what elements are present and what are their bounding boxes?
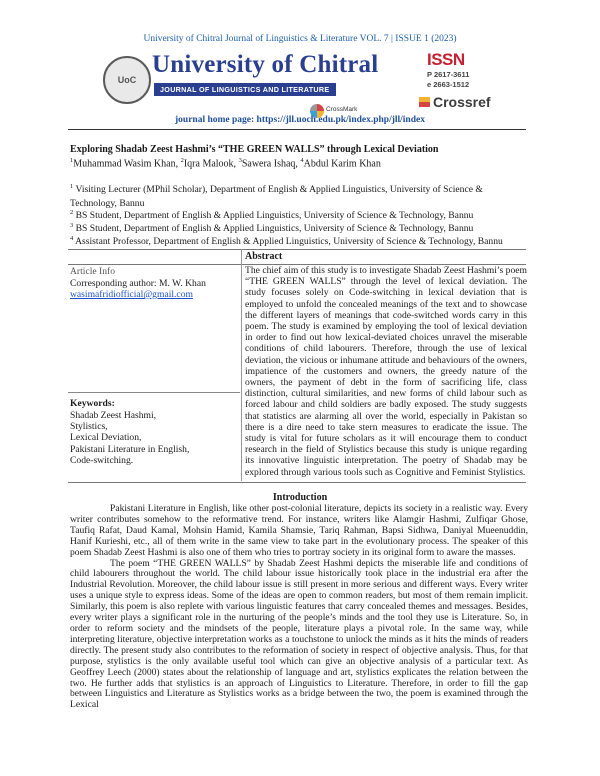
keyword-item: Lexical Deviation,: [70, 432, 142, 444]
seal-text: UoC: [117, 75, 137, 85]
abstract-heading: Abstract: [245, 251, 283, 262]
author-sup: 2: [180, 157, 184, 164]
column-divider: [241, 249, 242, 481]
abstract-body: The chief aim of this study is to investigate Shadab Zeest Hashmi’s poem “THE GREEN WALLS” through the level of lexical deviation. The study focuses solely on Code-switching in lexical deviation that is employed to unfold the concealed meanings of the text and to showcase the different layers of meanings that code-switched words carry in this poem. The study is examined by employing the tool of lexical deviation in order to find out how lexical-deviated choices unravel the miserable conditions of child labourers. Therefore, through the use of lexical deviation, the vicious or inhumane attitude and behaviours of the owners, impatience of the customers and owners, the greedy nature of the owners, the payment of debt in the form of sacrificing life, class distinction, cultural similarities, and new forms of child labour such as forced labour and child soldiers are badly exposed. The study suggests that statistics are alarming all over the world, especially in Pakistan so there is a dire need to take stern measures to eradicate the issue. The study is vital for future scholars as it will encourage them to conduct research in the field of Stylistics because this study is unique regarding its innovative linguistic interpretation. The poetry of Shadab may be explored through various tools such as Cognitive and Feminist Stylistics.: [245, 265, 527, 478]
author-name: Abdul Karim Khan: [303, 158, 381, 170]
journal-running-header: University of Chitral Journal of Linguistics & Literature VOL. 7 | ISSUE 1 (2023): [143, 34, 457, 44]
affiliation-sup: 3: [70, 222, 74, 229]
crossref-logo[interactable]: Crossref: [433, 94, 491, 110]
author-list: [70, 157, 381, 169]
affiliation-sup: 1: [70, 183, 74, 190]
university-seal-icon: [103, 56, 151, 104]
issn-logo: ISSN: [427, 50, 465, 69]
affiliation-text: Visiting Lecturer (MPhil Scholar), Department of English & Applied Linguistics, University of Science & Technology, Bannu: [70, 184, 483, 209]
header-divider: [68, 129, 526, 130]
keywords-list: [70, 410, 189, 466]
journal-homepage-link[interactable]: journal home page: https://jll.uoch.edu.pk/index.php/jll/index: [175, 115, 425, 125]
keyword-item: Pakistani Literature in English,: [70, 443, 190, 455]
affiliation-text: BS Student, Department of English & Applied Linguistics, University of Science & Technology, Bannu: [73, 210, 474, 222]
abstract-bottom-rule: [68, 482, 526, 483]
university-name: University of Chitral: [152, 51, 379, 78]
affiliation-sup: 2: [70, 209, 74, 216]
abstract-top-rule: [68, 249, 526, 250]
author-name: Iqra Malook,: [183, 158, 239, 170]
corresponding-author: Corresponding author: M. W. Khan: [70, 278, 206, 289]
issn-print: P 2617-3611: [427, 70, 470, 79]
journal-subtitle: JOURNAL OF LINGUISTICS AND LITERATURE: [154, 83, 336, 96]
author-sup: 3: [238, 157, 242, 164]
author-sup: 1: [70, 157, 74, 164]
affiliation-text: BS Student, Department of English & Applied Linguistics, University of Science & Technology, Bannu: [73, 223, 474, 235]
issn-online: e 2663-1512: [427, 80, 470, 89]
author-name: Sawera Ishaq,: [241, 158, 301, 170]
introduction-heading: Introduction: [272, 492, 328, 503]
introduction-paragraph: The poem “THE GREEN WALLS” by Shadab Zeest Hashmi depicts the miserable life and conditions of child labourers throughout the world. The child labour issue historically took place in the industrial era after the Industrial Revolution. Moreover, the child labour issue is still present in more serious and different ways. Every writer uses a unique style to express ideas. Some of the ideas are open to common readers, but most of them remain implicit. Similarly, this poem is also replete with various linguistic features that carry concealed themes and messages. Besides, every writer plays a significant role in the nurturing of the people’s minds and the tool they use is Literature. So, in order to reform society and the mindsets of the people, literature plays a pivotal role. In the same way, while interpreting literature, objective interpretation works as a touchstone to unlock the minds as it hits the minds of readers directly. The present study also contributes to the reformation of society in respect of objective analysis. Thus, for that purpose, stylistics is the only available useful tool which can give an objective analysis of a particular text. As Geoffrey Leech (2000) states about the relationship of language and art, stylistics explicates the relation between the two. He further adds that stylistics is an approach of Linguistics to Literature. Therefore, in order to fill the gap between Linguistics and Literature as Stylistics works as a bridge between the two, the poem is examined through the Lexical: [70, 557, 528, 711]
author-sup: 4: [300, 157, 304, 164]
introduction-body: [70, 504, 528, 711]
keyword-item: Shadab Zeest Hashmi,: [70, 410, 157, 421]
author-name: Muhammad Wasim Khan,: [73, 158, 181, 170]
article-info-heading: Article Info: [70, 266, 116, 277]
affiliation-4: [70, 232, 528, 249]
introduction-paragraph: Pakistani Literature in English, like other post-colonial literature, depicts its society in a realistic way. Every writer contributes somehow to the reformative trend. For instance, writers like Alamgir Hashmi, Zulfiqar Ghose, Taufiq Rafat, Daud Kamal, Mohsin Hamid, Kamila Shamsie, Tariq Rahman, Bapsi Sidhwa, Daniyal Mueenuddin, Hanif Kurieshi, etc., all of them write in the same view to take part in the evolutionary process. The speaker of this poem Shadab Zeest Hashmi is also one of them who tries to portray society in its original form to aware the masses.: [70, 503, 528, 558]
keywords-rule: [68, 392, 240, 393]
author-email-link[interactable]: wasimafridiofficial@gmail.com: [70, 289, 193, 300]
issn-block: [423, 50, 503, 110]
affiliation-sup: 4: [70, 235, 74, 242]
keywords-heading: Keywords:: [70, 398, 115, 409]
crossmark-label[interactable]: CrossMark: [326, 106, 358, 113]
keyword-item: Stylistics,: [70, 421, 108, 433]
article-title: Exploring Shadab Zeest Hashmi’s “THE GREEN WALLS” through Lexical Deviation: [70, 144, 439, 155]
affiliation-text: Assistant Professor, Department of English & Applied Linguistics, University of Science & Technology, Bannu: [73, 236, 503, 248]
keyword-item: Code-switching.: [70, 454, 134, 466]
crossref-icon: [419, 97, 430, 107]
